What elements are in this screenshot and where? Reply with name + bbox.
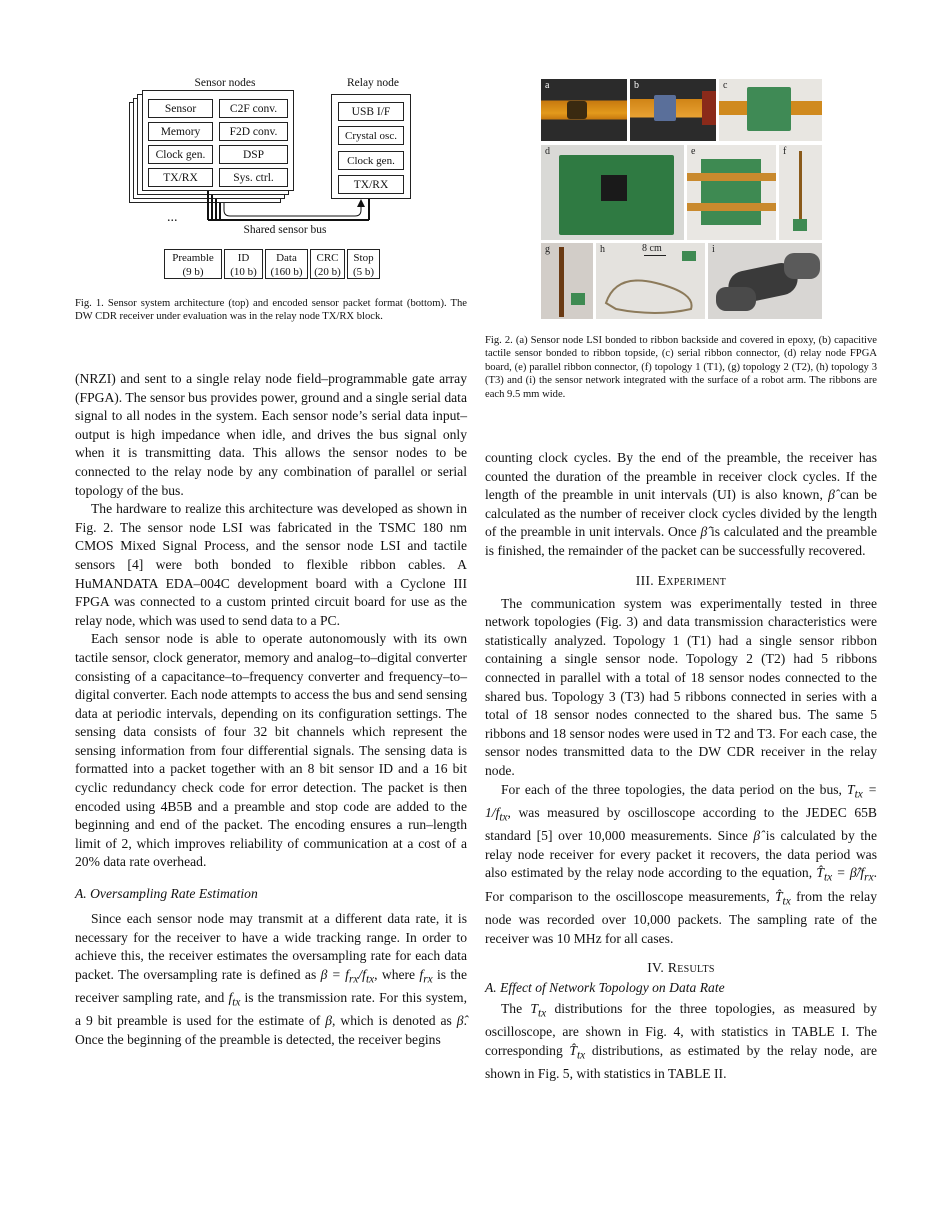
figure-1-caption-block xyxy=(75,297,467,324)
panel-label-e: e xyxy=(691,146,696,157)
packet-field-size: (20 b) xyxy=(314,266,341,278)
crystal-osc-block: Crystal osc. xyxy=(338,126,404,145)
figure-2-caption: Fig. 2. (a) Sensor node LSI bonded to ribbon backside and covered in epoxy, (b) capacitive tactile sensor bonded to ribbon topside, (c) serial ribbon connector, (d) relay node FPGA board, (e) parallel ribbon connector, (f) topology 1 (T1), (g) topology 2 (T2), (h) topology 3 (T3) and (i) the sensor network integrated with the surface of a robot arm. The ribbons are each 9.5 mm wide. xyxy=(485,335,877,400)
f2d-block: F2D conv. xyxy=(219,122,288,141)
dsp-block: DSP xyxy=(219,145,288,164)
figure-2-caption-block xyxy=(485,334,877,401)
usb-if-block: USB I/F xyxy=(338,102,404,121)
right-paragraph-2: The communication system was experimentally tested in three network topologies (Fig. 3) and data transmission characteristics were statistically analyzed. Topology 1 (T1) had a single sensor ribbon containing a single sensor node. Topology 2 (T2) had 5 ribbons connected in parallel with a total of 18 sensor nodes connected to the shared bus. Topology 3 (T3) had 5 ribbons connected in series with a total of 18 sensor nodes connected to the shared bus. The same 5 ribbons and 18 sensor nodes were used in T2 and T3. For each case, the sensor nodes transmitted data to the DW CDR receiver in the relay node. xyxy=(485,595,877,778)
figure-1-caption: Fig. 1. Sensor system architecture (top) and encoded sensor packet format (bottom). The DW CDR receiver under evaluation was in the relay node TX/RX block. xyxy=(75,298,467,323)
clock-gen-block: Clock gen. xyxy=(148,145,213,164)
relay-clock-gen-block: Clock gen. xyxy=(338,151,404,170)
panel-label-h: h xyxy=(600,244,605,255)
left-paragraph-2: The hardware to realize this architecture was developed as shown in Fig. 2. The sensor node LSI was fabricated in the TSMC 180 nm CMOS Mixed Signal Process, and the sensor node LSI and tactile sensors [4] were both bonded to flexible ribbon cables. A HuMANDATA EDA–004C development board with a Cyclone III FPGA was connected to a custom printed circuit board for use as the relay node, which was used to send data to a PC. xyxy=(75,501,467,628)
packet-field-data xyxy=(265,249,308,279)
more-nodes-ellipsis: ... xyxy=(167,210,178,225)
sensor-block: Sensor xyxy=(148,99,213,118)
photo-c xyxy=(719,79,822,141)
left-paragraph-1: (NRZI) and sent to a single relay node field–programmable gate array (FPGA). The sensor bus provides power, ground and a single serial data signal to all nodes in the system. Each sensor node’s serial data input–output is high impedance when idle, and drives the bus signal only when it is transmitting data. This allows the sensor nodes to be connected to the relay node by any combination of parallel or serial topology of the bus. xyxy=(75,371,467,498)
packet-field-size: (5 b) xyxy=(352,266,375,278)
txrx-block: TX/RX xyxy=(148,168,213,187)
left-paragraph-3: Each sensor node is able to operate autonomously with its own tactile sensor, clock generator, memory and analog–to–digital converter consisting of a capacitance–to–frequency converter and frequency–to–digital converter. Each node attempts to access the bus and send sensing data at periodic intervals, depending on its configuration settings. The sensing data consists of four 32 bit channels which represent the sensing information from four differential signals. The sensing data is formatted into a packet together with an 8 bit sensor ID and a 16 bit cyclic redundancy check code for error detection. The packet is then encoded using 4B5B and a preamble and stop code are added to the beginning and end of the packet. The encoding ensures a run–length limit of 2, which improves reliability of communication at a cost of a 20% data rate overhead. xyxy=(75,631,467,870)
panel-label-g: g xyxy=(545,244,550,255)
subsection-oversampling: A. Oversampling Rate Estimation xyxy=(75,886,258,902)
packet-field-id xyxy=(224,249,263,279)
photo-e xyxy=(687,145,776,240)
right-paragraph-3: For each of the three topologies, the data period on the bus, $T_{tx} = 1/f_{tx}$, was measured by oscilloscope according to the JEDEC 65B standard [5] over 10,000 measurements. Since β̂ is calculated by the relay node receiver for every packet it recovers, the data period was also estimated by the relay node according to the equation, $T̂_{tx}$ = $\betâ/f_{rx}$. For comparison to the oscilloscope measurements, $T̂_{tx}$ from the relay node was recorded over 10,000 packets. The sampling rate of the receiver was 10 MHz for all cases. xyxy=(485,781,878,946)
figure-2-photos xyxy=(541,79,822,319)
section-results: IV. Results xyxy=(647,960,715,976)
section-experiment: III. Experiment xyxy=(635,572,727,588)
packet-field-size: (10 b) xyxy=(230,266,257,278)
right-paragraph-4: The $T_{tx}$ distributions for the three topologies, as measured by oscilloscope, are shown in Fig. 4, with statistics in TABLE I. The corresponding $T̂_{tx}$ distributions, as estimated by the relay node, are shown in Fig. 5, with statistics in TABLE II. xyxy=(485,1001,877,1082)
sys-ctrl-block: Sys. ctrl. xyxy=(219,168,288,187)
packet-field-size: (160 b) xyxy=(270,266,303,278)
packet-field-name: Preamble xyxy=(172,252,214,264)
panel-label-d: d xyxy=(545,146,550,157)
relay-txrx-block: TX/RX xyxy=(338,175,404,194)
c2f-block: C2F conv. xyxy=(219,99,288,118)
panel-label-a: a xyxy=(545,80,550,91)
photo-h xyxy=(596,243,705,319)
photo-b xyxy=(630,79,716,141)
right-column xyxy=(485,449,877,1084)
packet-field-stop xyxy=(347,249,380,279)
packet-field-preamble xyxy=(164,249,222,279)
packet-field-size: (9 b) xyxy=(182,266,204,278)
figure-1-diagram xyxy=(75,70,467,290)
photo-g xyxy=(541,243,593,319)
photo-i xyxy=(708,243,822,319)
relay-node-title: Relay node xyxy=(346,77,400,89)
panel-label-c: c xyxy=(723,80,728,91)
packet-field-name: Stop xyxy=(353,252,374,264)
sensor-nodes-title: Sensor nodes xyxy=(194,77,256,89)
packet-field-name: ID xyxy=(237,252,250,264)
photo-f xyxy=(779,145,822,240)
photo-a xyxy=(541,79,627,141)
left-paragraph-4: Since each sensor node may transmit at a different data rate, it is necessary for the receiver to have a wide tracking range. In order to achieve this, the receiver estimates the oversampling rate for each data packet. The oversampling rate is defined as $\beta = f_{rx}/f_{tx}$, where $f_{rx}$ is the receiver sampling rate, and $f_{tx}$ is the transmission rate. For this system, a 9 bit preamble is used for the estimate of β, which is denoted as β̂. Once the beginning of the preamble is detected, the receiver begins xyxy=(75,911,467,1048)
shared-bus-label: Shared sensor bus xyxy=(243,224,327,236)
packet-field-name: CRC xyxy=(316,252,339,264)
scale-bar-label: 8 cm xyxy=(642,243,662,254)
photo-d xyxy=(541,145,684,240)
panel-label-b: b xyxy=(634,80,639,91)
packet-field-crc xyxy=(310,249,345,279)
right-paragraph-1: counting clock cycles. By the end of the preamble, the receiver has counted the duration of the preamble in receiver clock cycles. If the length of the preamble in unit intervals (UI) is also known, β̂ can be calculated as the number of receiver clock cycles divided by the length of the preamble in unit intervals. Once β̂ is calculated and the preamble is finished, the remainder of the packet can be successfully recovered. xyxy=(485,450,877,558)
subsection-topology: A. Effect of Network Topology on Data Rate xyxy=(485,980,725,996)
left-column xyxy=(75,370,467,1050)
memory-block: Memory xyxy=(148,122,213,141)
packet-field-name: Data xyxy=(276,252,297,264)
panel-label-i: i xyxy=(712,244,715,255)
panel-label-f: f xyxy=(783,146,787,157)
